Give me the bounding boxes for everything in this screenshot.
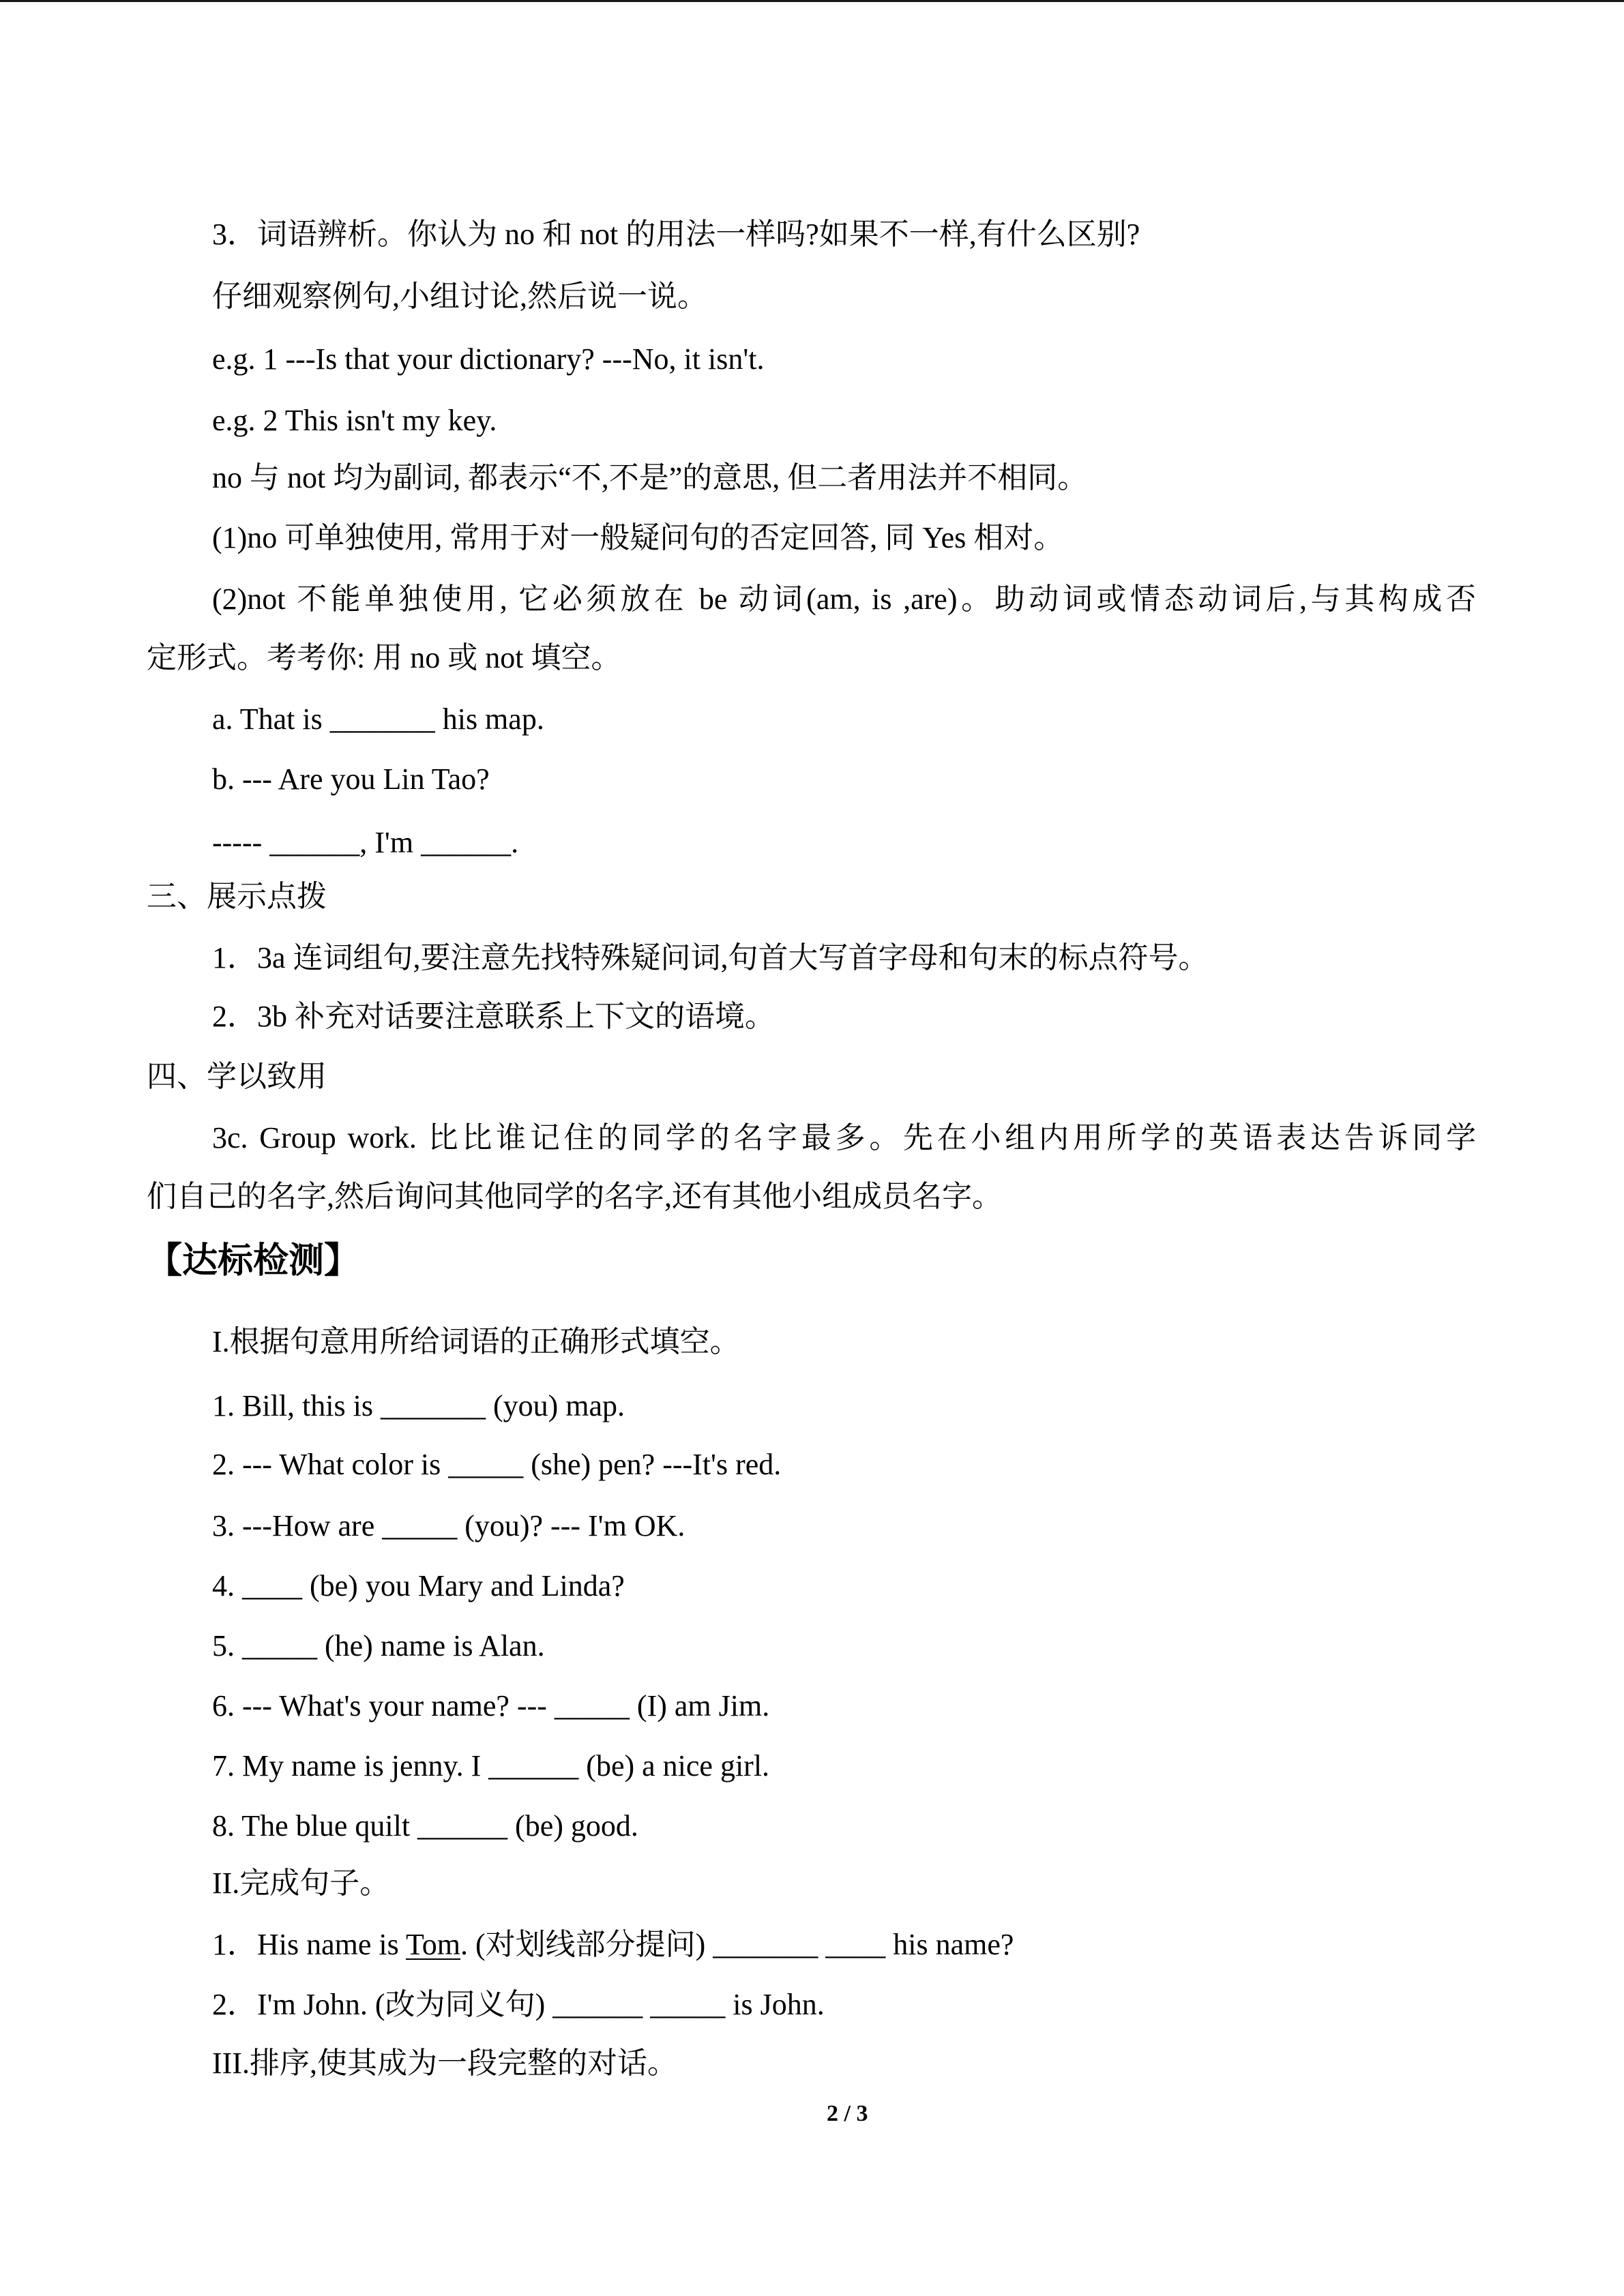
part2-item-1-suffix: . (对划线部分提问) _______ ____ his name? [460,1928,1014,1961]
part1-item-3: 3. ---How are _____ (you)? --- I'm OK. [212,1509,685,1542]
application-text-line2: 们自己的名字,然后询问其他同学的名字,还有其他小组成员名字。 [147,1180,1002,1213]
part1-item-5: 5. _____ (he) name is Alan. [212,1629,545,1663]
part2-title: II.完成句子。 [212,1866,390,1900]
part1-item-8: 8. The blue quilt ______ (be) good. [212,1809,638,1843]
rule-1-text: (1)no 可单独使用, 常用于对一般疑问句的否定回答, 同 Yes 相对。 [212,521,1064,554]
part2-item-2: 2．I'm John. (改为同义句) ______ _____ is John. [212,1988,825,2021]
application-text-line1: 3c. Group work. 比比谁记住的同学的名字最多。先在小组内用所学的英语表达告诉同学 [212,1121,1476,1154]
page-number: 2 / 3 [827,2101,868,2126]
part1-item-2: 2. --- What color is _____ (she) pen? ---It's red. [212,1448,782,1481]
presentation-item-1: 1．3a 连词组句,要注意先找特殊疑问词,句首大写首字母和句末的标点符号。 [212,941,1209,974]
part1-item-7: 7. My name is jenny. I ______ (be) a nice girl. [212,1749,770,1783]
discrimination-instruction: 仔细观察例句,小组讨论,然后说一说。 [212,280,707,313]
discrimination-title: 3．词语辨析。你认为 no 和 not 的用法一样吗?如果不一样,有什么区别? [212,218,1140,251]
rule-2-text-line1: (2)not 不能单独使用, 它必须放在 be 动词(am, is ,are)。助动词或情态动词后,与其构成否 [212,582,1476,616]
explanation-text: no 与 not 均为副词, 都表示“不,不是”的意思, 但二者用法并不相同。 [212,461,1088,494]
part3-title: III.排序,使其成为一段完整的对话。 [212,2046,677,2080]
part2-item-1-prefix: 1．His name is [212,1928,406,1961]
exercise-a: a. That is _______ his map. [212,702,544,736]
example-sentence-2: e.g. 2 This isn't my key. [212,404,497,437]
part1-item-4: 4. ____ (be) you Mary and Linda? [212,1569,625,1602]
part1-title: I.根据句意用所给词语的正确形式填空。 [212,1325,740,1358]
exercise-b-question: b. --- Are you Lin Tao? [212,762,490,796]
rule-2-text-line2: 定形式。考考你: 用 no 或 not 填空。 [147,641,621,674]
assessment-heading: 【达标检测】 [147,1240,360,1281]
part2-item-1 [212,1926,1014,1963]
presentation-heading: 三、展示点拨 [147,880,327,913]
part1-item-1: 1. Bill, this is _______ (you) map. [212,1389,625,1422]
top-border-line [0,0,1624,2]
part2-item-1-underlined-word: Tom [405,1928,460,1961]
exercise-b-answer: ----- ______, I'm ______. [212,826,519,859]
application-heading: 四、学以致用 [147,1060,327,1093]
example-sentence-1: e.g. 1 ---Is that your dictionary? ---No, it isn't. [212,342,765,376]
presentation-item-2: 2．3b 补充对话要注意联系上下文的语境。 [212,1000,775,1033]
part1-item-6: 6. --- What's your name? --- _____ (I) am Jim. [212,1689,770,1723]
